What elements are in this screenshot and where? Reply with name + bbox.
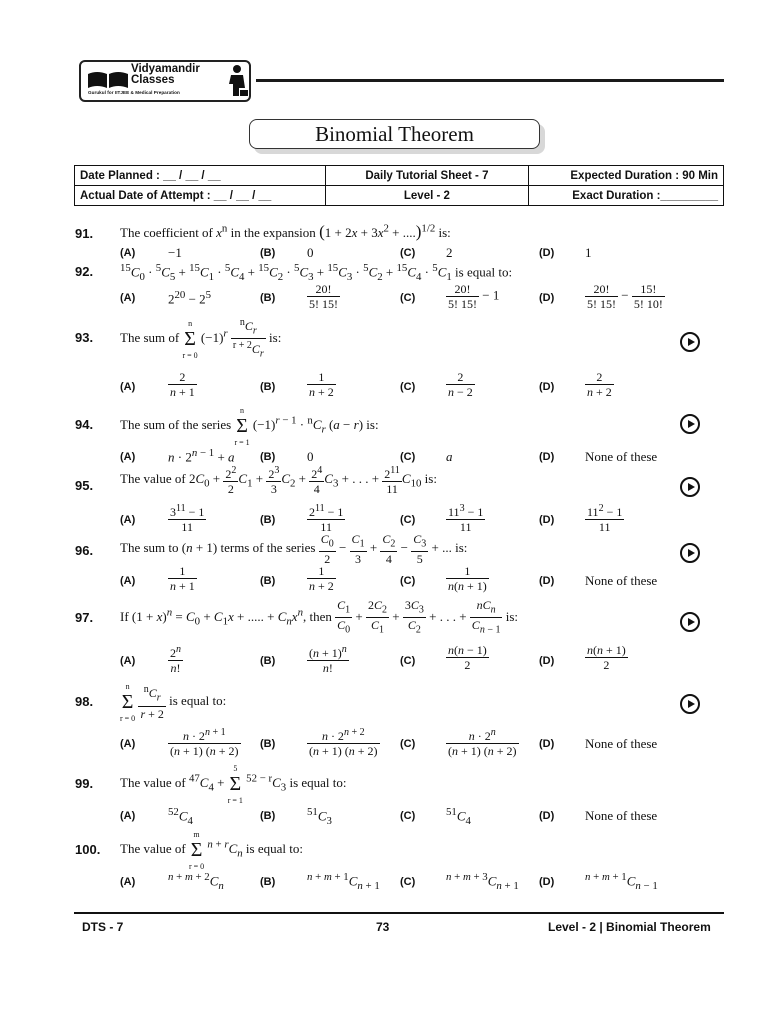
option-label: (A) [120, 575, 136, 587]
option-label: (C) [400, 575, 416, 587]
option-label: (C) [400, 451, 416, 463]
level-label: Level - 2 [325, 186, 529, 206]
question-stem: n Σ r = 0 $\frac{^nC_r}{r + 2}$ is equal to: [120, 682, 227, 723]
question-stem: If $(1 + x)^n = C_0 + C_1x$ + ..... + $C_nx^n$, then $\frac{C_1}{C_0}$ + $\frac{2C_2}{C_1}$ + $\frac{3C_3}{C_2}$ + . . . + $\frac{nC_n}{C_{n - 1}}$ is: [120, 598, 518, 636]
option-label: (A) [120, 381, 136, 393]
option-b: 0 [307, 245, 314, 260]
option-label: (A) [120, 292, 136, 304]
option-label: (A) [120, 451, 136, 463]
option-d: None of these [585, 736, 658, 751]
option-label: (C) [400, 655, 416, 667]
question-number: 99. [75, 776, 94, 791]
option-d: $^{n + m + 1}C_{n - 1}$ [585, 871, 658, 892]
option-label: (A) [120, 247, 136, 259]
option-label: (C) [400, 381, 416, 393]
option-a: $2^{20} - 2^5$ [168, 289, 212, 307]
option-label: (B) [260, 575, 276, 587]
option-label: (B) [260, 514, 276, 526]
question-stem: The value of m Σ r = 0 $^{n + r}C_n$ is equal to: [120, 830, 303, 871]
play-icon[interactable] [680, 332, 700, 352]
option-d: $\frac{20!}{5! 15!}$ − $\frac{15!}{5! 10!}$ [587, 282, 663, 311]
option-label: (D) [539, 381, 555, 393]
option-label: (B) [260, 876, 276, 888]
option-label: (A) [120, 514, 136, 526]
option-c: a [446, 449, 453, 464]
option-a: $\frac{n \cdot 2^{n + 1}}{(n + 1) (n + 2)}$ [170, 727, 239, 758]
option-c: $\frac{n(n - 1)}{2}$ [448, 643, 487, 672]
brand-name [131, 64, 200, 86]
option-label: (B) [260, 655, 276, 667]
exact-duration: Exact Duration :_________ [529, 186, 724, 206]
option-label: (A) [120, 655, 136, 667]
option-a: −1 [168, 245, 182, 260]
footer-sheet: DTS - 7 [82, 920, 124, 934]
option-d: None of these [585, 449, 658, 464]
option-label: (D) [539, 292, 555, 304]
option-d: 1 [585, 245, 592, 260]
option-label: (A) [120, 810, 136, 822]
option-a: $\frac{3^{11} - 1}{11}$ [170, 503, 205, 534]
option-a: $^{n + m + 2}C_n$ [168, 871, 224, 892]
option-label: (A) [120, 876, 136, 888]
option-label: (C) [400, 876, 416, 888]
option-label: (B) [260, 810, 276, 822]
option-label: (D) [539, 655, 555, 667]
option-b: $\frac{1}{n + 2}$ [309, 370, 334, 399]
option-c: $^{n + m + 3}C_{n + 1}$ [446, 871, 519, 892]
question-stem: The sum of n Σ r = 0 $(-1)^r$ $\frac{^nC_r}{^{r + 2}C_r}$ is: [120, 317, 282, 360]
option-c: $\frac{20!}{5! 15!}$ − 1 [448, 282, 500, 311]
option-label: (D) [539, 247, 555, 259]
option-b: 0 [307, 449, 314, 464]
play-icon[interactable] [680, 612, 700, 632]
play-icon[interactable] [680, 543, 700, 563]
option-c: $\frac{11^3 - 1}{11}$ [448, 503, 484, 534]
footer-topic: Level - 2 | Binomial Theorem [548, 920, 711, 934]
option-c: $\frac{n \cdot 2^n}{(n + 1) (n + 2)}$ [448, 727, 517, 758]
option-a: $\frac{1}{n + 1}$ [170, 564, 195, 593]
question-number: 94. [75, 417, 94, 432]
option-c: 2 [446, 245, 453, 260]
option-b: $^{n + m + 1}C_{n + 1}$ [307, 871, 380, 892]
question-stem: The coefficient of $x^n$ in the expansion $(1 + 2x + 3x^2 + ....)^{1/2}$ is: [120, 222, 451, 241]
option-a: $\frac{2}{n + 1}$ [170, 370, 195, 399]
page-number: 73 [376, 920, 390, 934]
expected-duration: Expected Duration : 90 Min [529, 166, 724, 186]
actual-date: Actual Date of Attempt : __ / __ / __ [75, 186, 326, 206]
question-number: 93. [75, 330, 94, 345]
question-number: 100. [75, 842, 101, 857]
question-stem: $^{15}C_0 \cdot ^5C_5 + ^{15}C_1 \cdot ^5C_4 + ^{15}C_2 \cdot ^5C_3 + ^{15}C_3 \cdot ^5C_2 + ^{15}C_4 \cdot ^5C_1$ is equal to: [120, 262, 513, 283]
option-b: $\frac{(n + 1)^n}{n!}$ [309, 644, 347, 675]
option-a: $\frac{2^n}{n!}$ [170, 644, 181, 675]
option-c: $\frac{1}{n(n + 1)}$ [448, 564, 487, 593]
play-icon[interactable] [680, 694, 700, 714]
brand-tagline: Gurukul for IITJEE & Medical Preparation [88, 90, 180, 95]
play-icon[interactable] [680, 414, 700, 434]
option-label: (B) [260, 247, 276, 259]
question-number: 96. [75, 543, 94, 558]
question-stem: The value of $^{47}C_4 + 5$ Σ r = 1 $^{52 - r}C_3$ is equal to: [120, 764, 347, 805]
option-d: $\frac{2}{n + 2}$ [587, 370, 612, 399]
option-a: $^{52}C_4$ [168, 806, 193, 827]
option-b: $\frac{1}{n + 2}$ [309, 564, 334, 593]
option-c: $^{51}C_4$ [446, 806, 471, 827]
option-label: (B) [260, 738, 276, 750]
question-number: 92. [75, 264, 94, 279]
option-label: (A) [120, 738, 136, 750]
reader-figure-icon [225, 64, 249, 98]
option-c: $\frac{2}{n - 2}$ [448, 370, 473, 399]
option-label: (D) [539, 451, 555, 463]
info-table [74, 165, 724, 206]
question-number: 98. [75, 694, 94, 709]
sheet-label: Daily Tutorial Sheet - 7 [325, 166, 529, 186]
option-label: (D) [539, 575, 555, 587]
book-icon [87, 68, 129, 90]
option-label: (D) [539, 810, 555, 822]
option-b: $\frac{2^{11} - 1}{11}$ [309, 503, 344, 534]
option-label: (B) [260, 381, 276, 393]
question-stem: The sum of the series n Σ r = 1 $(-1)^{r - 1} \cdot ^nC_r$ (a − r) is: [120, 406, 379, 447]
question-number: 97. [75, 610, 94, 625]
option-d: None of these [585, 808, 658, 823]
option-label: (C) [400, 810, 416, 822]
option-b: $\frac{n \cdot 2^{n + 2}}{(n + 1) (n + 2)}$ [309, 727, 378, 758]
question-number: 95. [75, 478, 94, 493]
option-label: (D) [539, 876, 555, 888]
header-rule [256, 79, 724, 82]
option-label: (C) [400, 738, 416, 750]
brand-line1: Vidyamandir [131, 63, 200, 75]
option-label: (C) [400, 514, 416, 526]
option-label: (B) [260, 292, 276, 304]
option-label: (D) [539, 514, 555, 526]
option-label: (D) [539, 738, 555, 750]
option-d: $\frac{11^2 - 1}{11}$ [587, 503, 623, 534]
option-d: $\frac{n(n + 1)}{2}$ [587, 643, 626, 672]
option-b: $^{51}C_3$ [307, 806, 332, 827]
question-stem: The value of $2C_0$ + $\frac{2^2}{2}$ $C_1$ + $\frac{2^3}{3}$ $C_2$ + $\frac{2^4}{4}$ $C_3$ + . . . + $\frac{2^{11}}{11}$ $C_{10}$ is: [120, 465, 437, 496]
option-a: $n \cdot 2^{n - 1} + a$ [168, 447, 235, 465]
option-b: $\frac{20!}{5! 15!}$ [309, 282, 338, 311]
option-label: (B) [260, 451, 276, 463]
brand-line2: Classes [131, 74, 175, 86]
question-number: 91. [75, 226, 94, 241]
date-planned: Date Planned : __ / __ / __ [75, 166, 326, 186]
page-title: Binomial Theorem [249, 119, 540, 149]
option-d: None of these [585, 573, 658, 588]
play-icon[interactable] [680, 477, 700, 497]
option-label: (C) [400, 292, 416, 304]
option-label: (C) [400, 247, 416, 259]
footer-rule [74, 912, 724, 914]
question-stem: The sum to (n + 1) terms of the series $\frac{C_0}{2}$ − $\frac{C_1}{3}$ + $\frac{C_2}{4}$ − $\frac{C_3}{5}$ + ... is: [120, 532, 468, 567]
